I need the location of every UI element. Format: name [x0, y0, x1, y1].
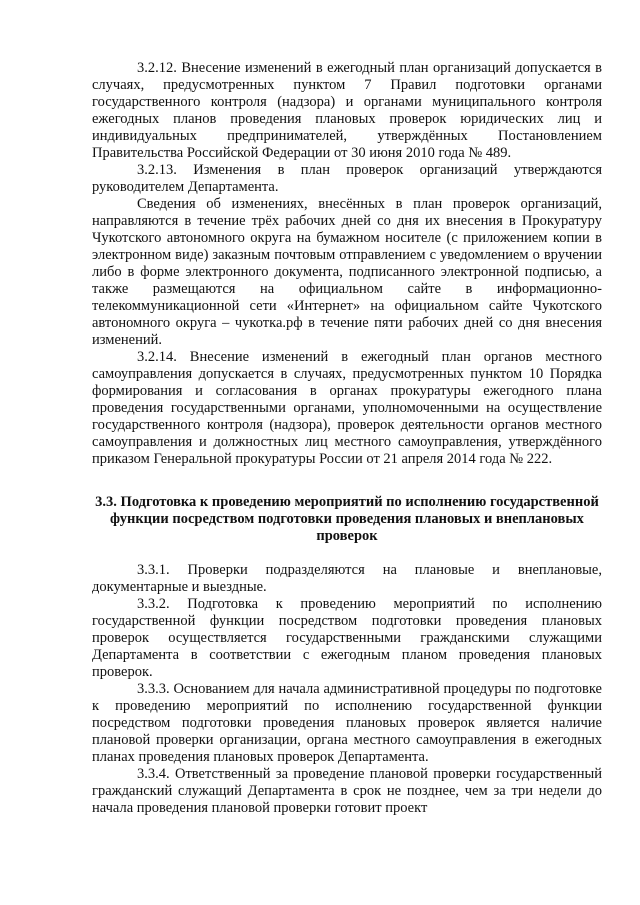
paragraph-3-2-13: 3.2.13. Изменения в план проверок организаций утверждаются руководителем Департамента. [92, 162, 602, 195]
section-heading-3-3: 3.3. Подготовка к проведению мероприятий по исполнению государственной функции посредством подготовки проведения плановых и внеплановых проверок [95, 494, 599, 544]
paragraph-3-3-3: 3.3.3. Основанием для начала административной процедуры по подготовке к проведению мероприятий по исполнению государственной функции посредством подготовки проведения плановых проверок является наличие плановой проверки организации, органа местного самоуправления в ежегодных планах проведения плановых проверок Департамента. [92, 681, 602, 765]
paragraph-3-3-2: 3.3.2. Подготовка к проведению мероприятий по исполнению государственной функции посредством подготовки проведения плановых проверок осуществляется государственными гражданскими служащими Департамента в соответствии с ежегодным планом проведения плановых проверок. [92, 596, 602, 680]
document-page [92, 60, 602, 817]
paragraph-3-3-4: 3.3.4. Ответственный за проведение плановой проверки государственный гражданский служащий Департамента в срок не позднее, чем за три недели до начала проведения плановой проверки готовит проект [92, 766, 602, 816]
paragraph-3-2-12: 3.2.12. Внесение изменений в ежегодный план организаций допускается в случаях, предусмотренных пунктом 7 Правил подготовки органами государственного контроля (надзора) и органами муниципального контроля ежегодных планов проведения плановых проверок юридических лиц и индивидуальных предпринимателей, утверждённых Постановлением Правительства Российской Федерации от 30 июня 2010 года № 489. [92, 60, 602, 161]
paragraph-3-3-1: 3.3.1. Проверки подразделяются на плановые и внеплановые, документарные и выездные. [92, 562, 602, 595]
paragraph-changes-info: Сведения об изменениях, внесённых в план проверок организаций, направляются в течение трёх рабочих дней со дня их внесения в Прокуратуру Чукотского автономного округа на бумажном носителе (с приложением копии в электронном виде) заказным почтовым отправлением с уведомлением о вручении либо в форме электронного документа, подписанного электронной подписью, а также размещаются на официальном сайте в информационно-телекоммуникационной сети «Интернет» на официальном сайте Чукотского автономного округа – чукотка.рф в течение пяти рабочих дней со дня внесения изменений. [92, 196, 602, 348]
paragraph-3-2-14: 3.2.14. Внесение изменений в ежегодный план органов местного самоуправления допускается в случаях, предусмотренных пунктом 10 Порядка формирования и согласования в органах прокуратуры ежегодного плана проведения государственными органами, уполномоченными на осуществление государственного контроля (надзора), проверок деятельности органов местного самоуправления и должностных лиц местного самоуправления, утверждённого приказом Генеральной прокуратуры России от 21 апреля 2014 года № 222. [92, 349, 602, 467]
